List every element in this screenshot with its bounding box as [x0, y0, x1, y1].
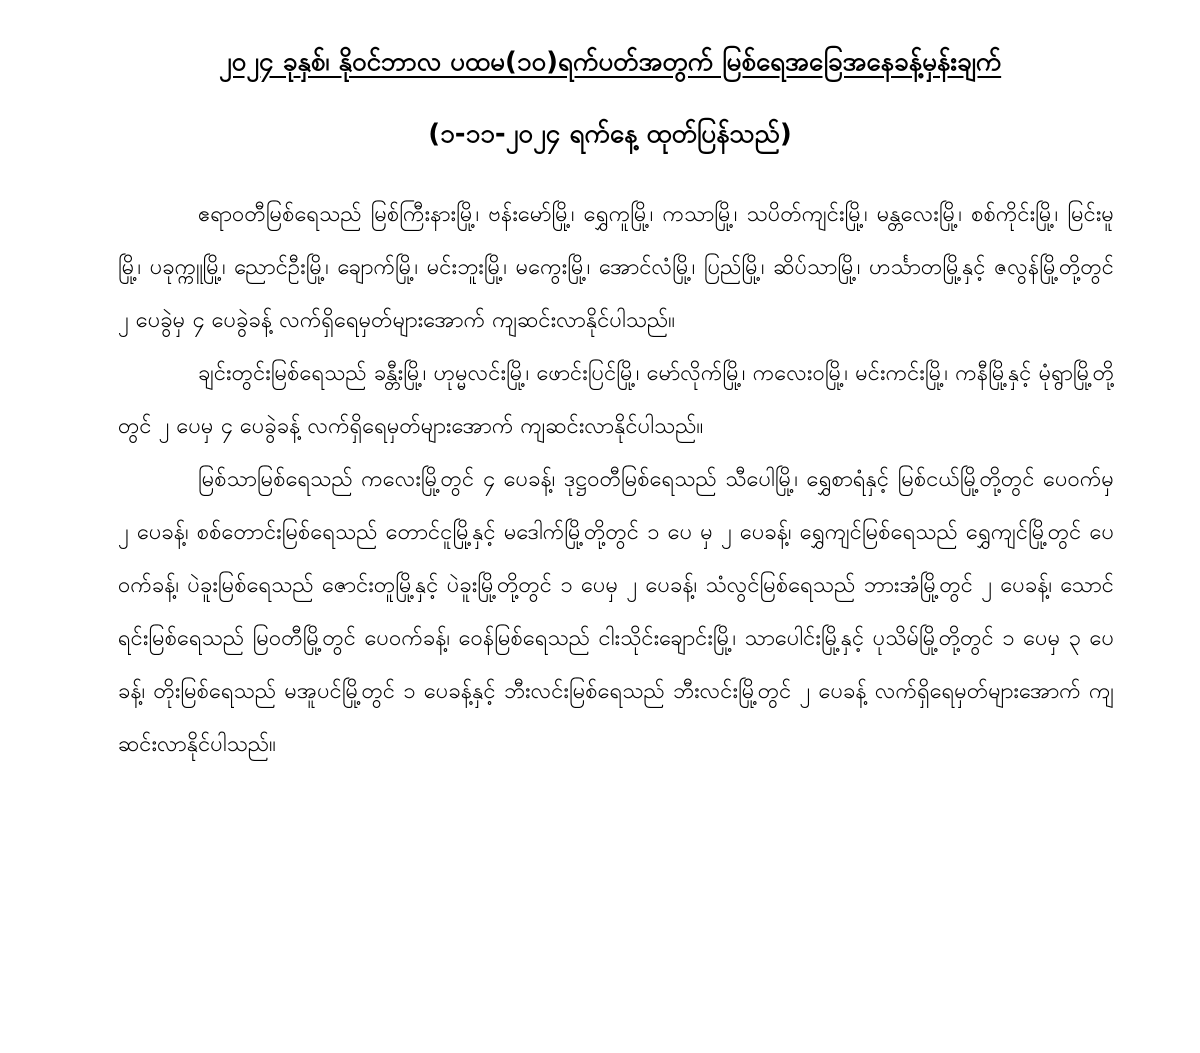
- paragraph-chindwin: ချင်းတွင်းမြစ်ရေသည် ခန္တီးမြို့၊ ဟုမ္မလင်းမြို့၊ ဖောင်းပြင်မြို့၊ မော်လိုက်မြို့၊ ကလေးဝမြို့၊ မင်းကင်းမြို့၊ ကနီမြို့နှင့် မုံရွာမြို့တို့တွင် ၂ ပေမှ ၄ ပေခွဲခန့် လက်ရှိရေမှတ်များအောက် ကျဆင်းလာနိုင်ပါသည်။: [118, 361, 1114, 439]
- document-body: [118, 188, 1114, 771]
- document-title: ၂၀၂၄ ခုနှစ်၊ နိုဝင်ဘာလ ပထမ(၁၀)ရက်ပတ်အတွက် မြစ်ရေအခြေအနေခန့်မှန်းချက်: [218, 47, 1002, 77]
- document-subtitle: (၁-၁၁-၂၀၂၄ ရက်နေ့ ထုတ်ပြန်သည်): [428, 119, 792, 149]
- paragraph-other-rivers: မြစ်သာမြစ်ရေသည် ကလေးမြို့တွင် ၄ ပေခန့်၊ ဒုဋ္ဌဝတီမြစ်ရေသည် သီပေါမြို့၊ ရွှေစာရံနှင့် မြစ်ငယ်မြို့တို့တွင် ပေဝက်မှ ၂ ပေခန့်၊ စစ်တောင်းမြစ်ရေသည် တောင်ငူမြို့နှင့် မဒေါက်မြို့တို့တွင် ၁ ပေ မှ ၂ ပေခန့်၊ ရွှေကျင်မြစ်ရေသည် ရွှေကျင်မြို့တွင် ပေဝက်ခန့်၊ ပဲခူးမြစ်ရေသည် ဇောင်းတူမြို့နှင့် ပဲခူးမြို့တို့တွင် ၁ ပေမှ ၂ ပေခန့်၊ သံလွင်မြစ်ရေသည် ဘားအံမြို့တွင် ၂ ပေခန့်၊ သောင်ရင်းမြစ်ရေသည် မြဝတီမြို့တွင် ပေဝက်ခန့်၊ ဝေန်မြစ်ရေသည် ငါးသိုင်းချောင်းမြို့၊ သာပေါင်းမြို့နှင့် ပုသိမ်မြို့တို့တွင် ၁ ပေမှ ၃ ပေခန့်၊ တိုးမြစ်ရေသည် မအူပင်မြို့တွင် ၁ ပေခန့်နှင့် ဘီးလင်းမြစ်ရေသည် ဘီးလင်းမြို့တွင် ၂ ပေခန့် လက်ရှိရေမှတ်များအောက် ကျဆင်းလာနိုင်ပါသည်။: [118, 467, 1115, 757]
- paragraph-irrawaddy: ဧရာဝတီမြစ်ရေသည် မြစ်ကြီးနားမြို့၊ ဗန်းမော်မြို့၊ ရွှေကူမြို့၊ ကသာမြို့၊ သပိတ်ကျင်းမြို့၊ မန္တလေးမြို့၊ စစ်ကိုင်းမြို့၊ မြင်းမူမြို့၊ ပခုက္ကူမြို့၊ ညောင်ဦးမြို့၊ ချောက်မြို့၊ မင်းဘူးမြို့၊ မကွေးမြို့၊ အောင်လံမြို့၊ ပြည်မြို့၊ ဆိပ်သာမြို့၊ ဟင်္သာတမြို့နှင့် ဇလွန်မြို့တို့တွင် ၂ ပေခွဲမှ ၄ ပေခွဲခန့် လက်ရှိရေမှတ်များအောက် ကျဆင်းလာနိုင်ပါသည်။: [118, 202, 1114, 333]
